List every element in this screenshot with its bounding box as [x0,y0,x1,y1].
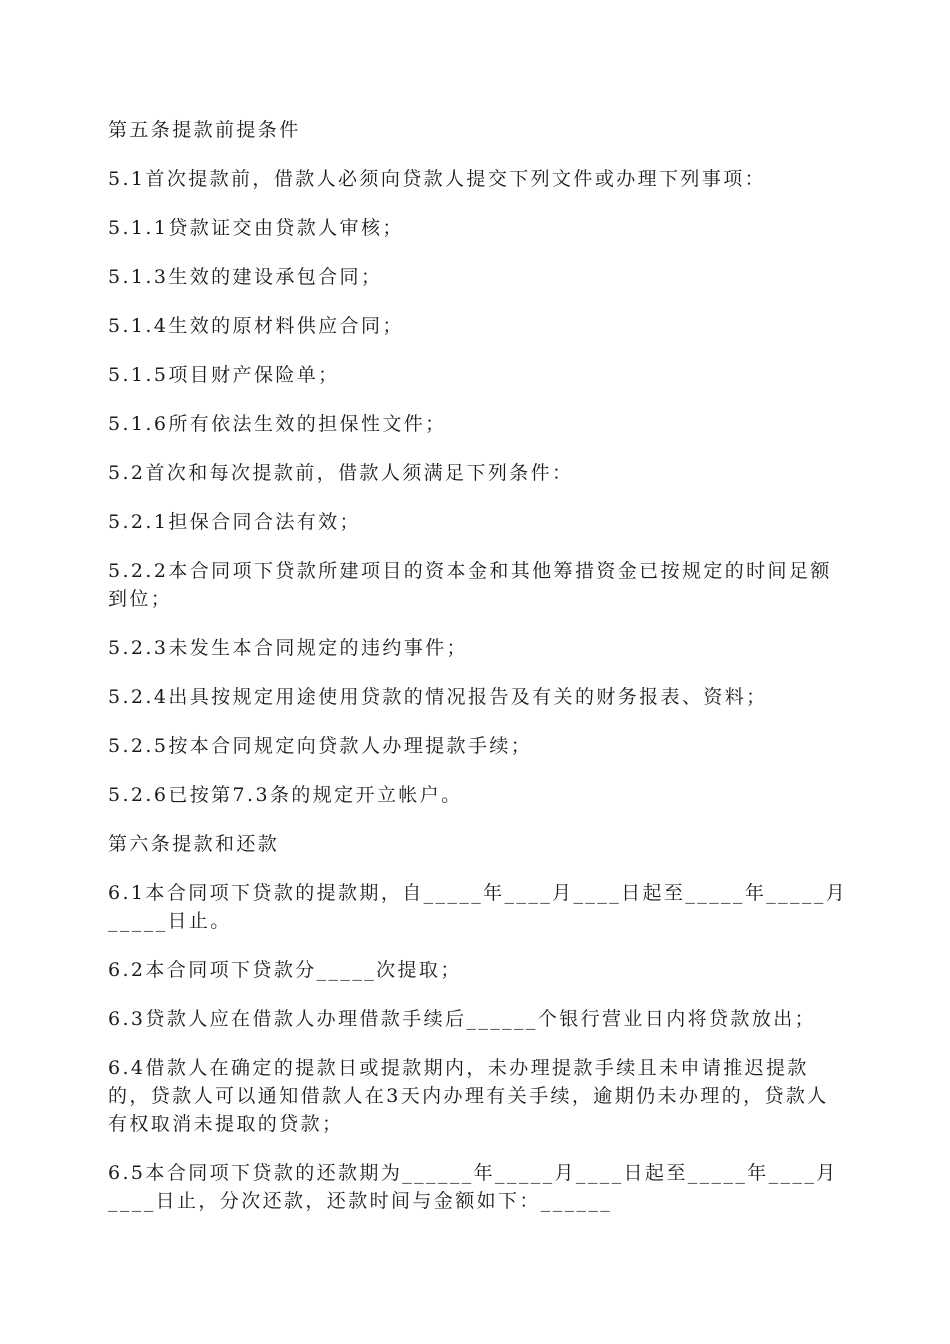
clause-5-1-6: 5.1.6所有依法生效的担保性文件； [108,413,447,435]
clause-5-2-4: 5.2.4出具按规定用途使用贷款的情况报告及有关的财务报表、资料； [108,686,768,708]
clause-6-4: 6.4借款人在确定的提款日或提款期内，未办理提款手续且未申请推迟提款的，贷款人可以通知借款人在3天内办理有关手续，逾期仍未办理的，贷款人有权取消未提取的贷款； [108,1057,829,1135]
clause-6-2: 6.2本合同项下贷款分_____次提取； [108,959,462,981]
clause-6-1: 6.1本合同项下贷款的提款期，自_____年____月____日起至_____年_____月_____日止。 [108,882,848,932]
clause-5-1-5: 5.1.5项目财产保险单； [108,364,340,386]
clause-5-2: 5.2首次和每次提款前，借款人须满足下列条件： [108,462,574,484]
clause-6-3: 6.3贷款人应在借款人办理借款手续后______个银行营业日内将贷款放出； [108,1008,817,1030]
clause-5-2-3: 5.2.3未发生本合同规定的违约事件； [108,637,468,659]
clause-6-5: 6.5本合同项下贷款的还款期为______年_____月____日起至_____年____月____日止，分次还款，还款时间与金额如下：______ [108,1162,838,1212]
clause-5-2-5: 5.2.5按本合同规定向贷款人办理提款手续； [108,735,533,757]
clause-5-1-4: 5.1.4生效的原材料供应合同； [108,315,404,337]
clause-5-1-3: 5.1.3生效的建设承包合同； [108,266,383,288]
clause-5-2-6: 5.2.6已按第7.3条的规定开立帐户。 [108,784,463,806]
clause-5-2-2: 5.2.2本合同项下贷款所建项目的资本金和其他筹措资金已按规定的时间足额到位； [108,560,832,610]
clause-5-2-1: 5.2.1担保合同合法有效； [108,511,361,533]
clause-5-1-1: 5.1.1贷款证交由贷款人审核； [108,217,404,239]
clause-5-1: 5.1首次提款前，借款人必须向贷款人提交下列文件或办理下列事项： [108,168,767,190]
document-body [108,116,848,1236]
section-heading: 第六条提款和还款 [108,833,280,855]
section-heading: 第五条提款前提条件 [108,119,301,141]
